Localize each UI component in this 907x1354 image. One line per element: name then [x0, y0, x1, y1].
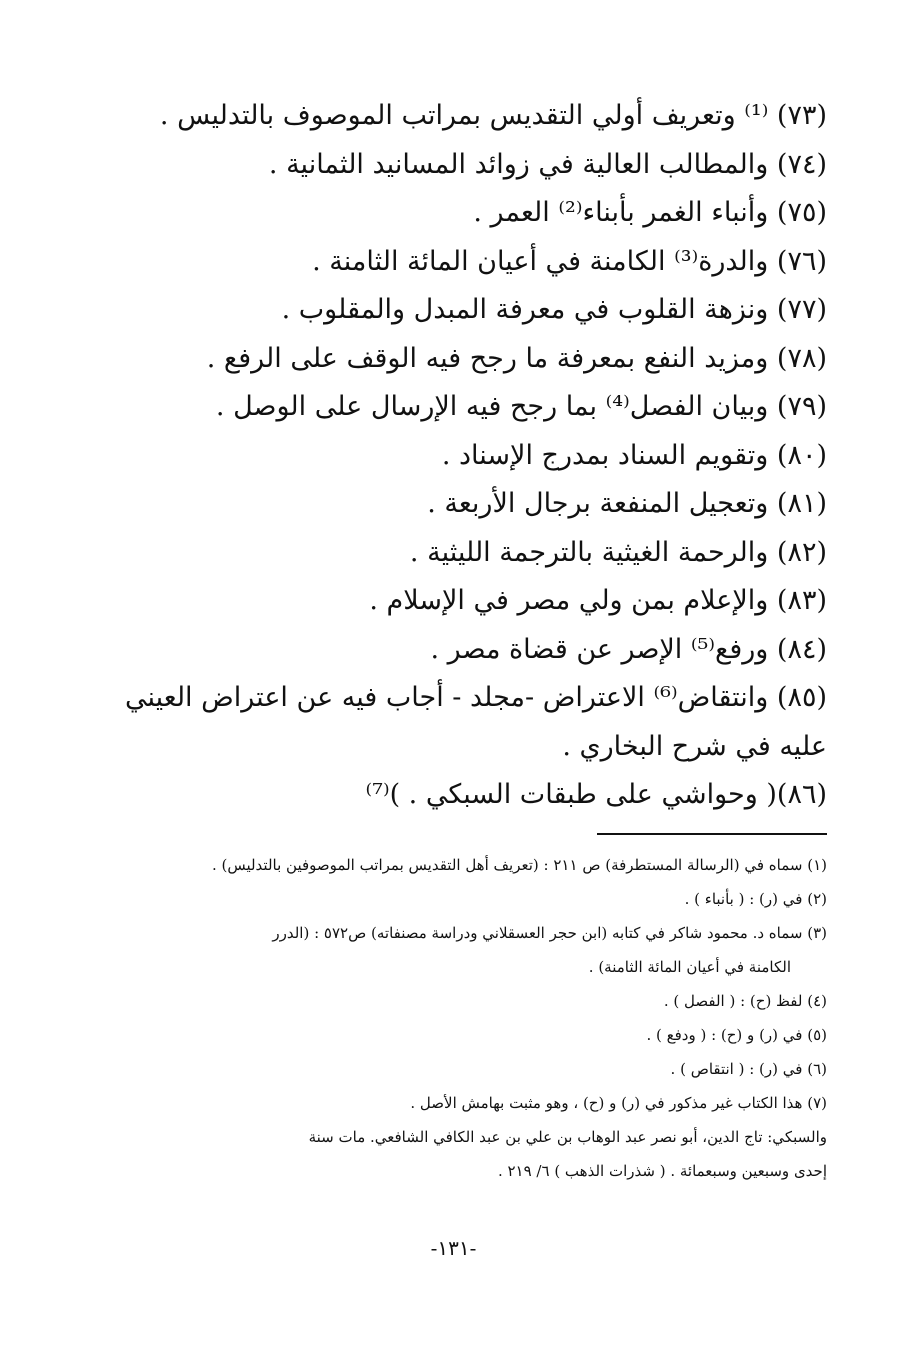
list-item: (٧٩) وبيان الفصل⁽⁴⁾ بما رجح فيه الإرسال على الوصل .	[215, 391, 827, 422]
footnote-continuation: والسبكي: تاج الدين، أبو نصر عبد الوهاب بن علي بن عبد الكافي الشافعي. مات سنة	[308, 1128, 827, 1146]
list-item-continuation: عليه في شرح البخاري .	[562, 730, 827, 762]
book-list	[127, 92, 827, 820]
footnote-divider	[597, 833, 827, 835]
footnote: (٦) في (ر) : ( انتقاص ) .	[670, 1060, 827, 1078]
list-item: (٨١) وتعجيل المنفعة برجال الأربعة .	[427, 488, 827, 519]
list-item: (٨٣) والإعلام بمن ولي مصر في الإسلام .	[369, 585, 827, 616]
list-item: (٧٤) والمطالب العالية في زوائد المسانيد الثمانية .	[268, 148, 827, 180]
list-item: (٧٣) ⁽¹⁾ وتعريف أولي التقديس بمراتب الموصوف بالتدليس .	[159, 100, 827, 131]
footnotes	[127, 848, 827, 1188]
footnote: (٢) في (ر) : ( بأنباء ) .	[684, 890, 827, 908]
footnote-continuation: إحدى وسبعين وسبعمائة . ( شذرات الذهب ) ٦/ ٢١٩ .	[497, 1162, 827, 1180]
footnote: (٧) هذا الكتاب غير مذكور في (ر) و (ح) ، وهو مثبت بهامش الأصل .	[410, 1094, 827, 1112]
footnote: (٥) في (ر) و (ح) : ( ودفع ) .	[646, 1026, 827, 1044]
list-item: (٧٦) والدرة⁽³⁾ الكامنة في أعيان المائة الثامنة .	[312, 245, 827, 277]
list-item: (٧٧) ونزهة القلوب في معرفة المبدل والمقلوب .	[281, 294, 827, 325]
list-item: (٨٥) وانتقاض⁽⁶⁾ الاعتراض -مجلد - أجاب فيه عن اعتراض العيني	[125, 682, 827, 713]
list-item: (٨٦)( وحواشي على طبقات السبكي . )⁽⁷⁾	[365, 779, 827, 810]
page-number: -١٣١-	[430, 1236, 477, 1260]
footnote: (٣) سماه د. محمود شاكر في كتابه (ابن حجر العسقلاني ودراسة مصنفاته) ص٥٧٢ : (الدرر	[272, 924, 827, 942]
list-item: (٨٤) ورفع⁽⁵⁾ الإصر عن قضاة مصر .	[430, 633, 827, 665]
list-item: (٨٢) والرحمة الغيثية بالترجمة الليثية .	[409, 536, 827, 568]
footnote: (٤) لفظ (ح) : ( الفصل ) .	[663, 992, 827, 1010]
footnote-continuation: الكامنة في أعيان المائة الثامنة) .	[588, 958, 791, 976]
list-item: (٧٨) ومزيد النفع بمعرفة ما رجح فيه الوقف على الرفع .	[206, 342, 827, 374]
list-item: (٧٥) وأنباء الغمر بأبناء⁽²⁾ العمر .	[473, 197, 827, 228]
footnote: (١) سماه في (الرسالة المستطرفة) ص ٢١١ : (تعريف أهل التقديس بمراتب الموصوفين بالتدليس) .	[211, 856, 827, 874]
list-item: (٨٠) وتقويم السناد بمدرج الإسناد .	[441, 439, 827, 471]
